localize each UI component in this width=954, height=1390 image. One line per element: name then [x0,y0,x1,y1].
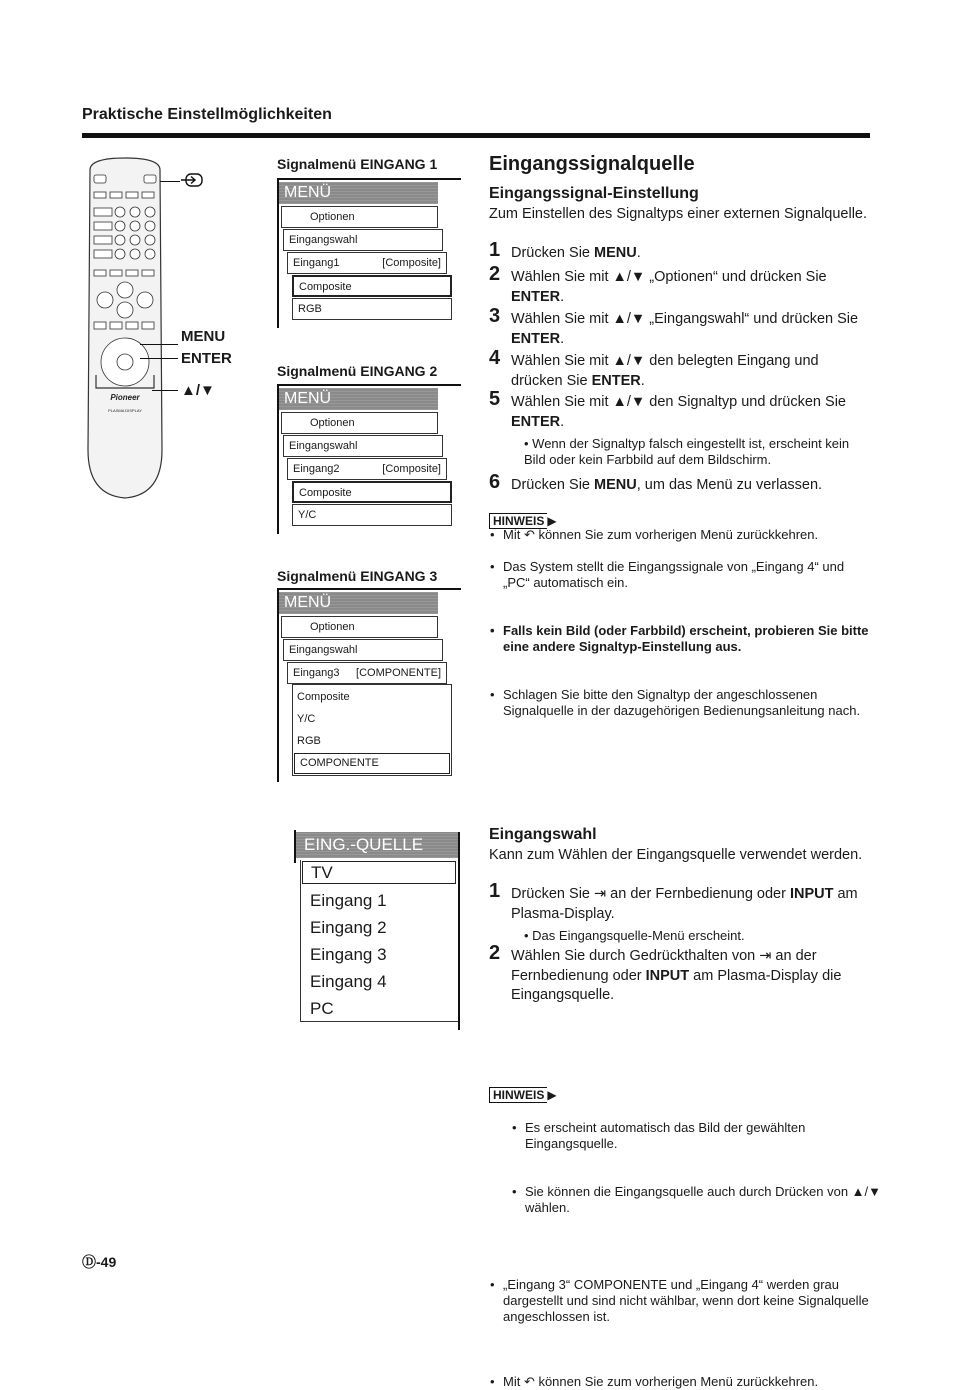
sub1-hinweis-1: • Mit ↶ können Sie zum vorherigen Menü zurückkehren. [489,527,871,543]
eing-quelle-item-eingang-3[interactable]: Eingang 3 [310,945,387,964]
signal-menu-3-input-name: Eingang3 [293,667,340,679]
step-bold: ENTER [591,372,641,389]
sub1-step-6 [489,471,871,496]
sub2-hinweis-1: • „Eingang 3“ COMPONENTE und „Eingang 4“ werden grau dargestellt und sind nicht wählbar, wenn dort keine Signalquelle angeschlossen ist. [489,1277,885,1325]
enter-leader [140,358,178,359]
remote-label-menu: MENU [181,328,226,345]
arrows-leader [152,390,178,391]
sub1-step-4 [489,347,871,391]
eing-quelle-item-pc[interactable]: PC [310,999,334,1018]
signal-menu-1-input[interactable] [287,252,447,274]
step-text: Drücken Sie [511,245,595,261]
signal-menu-2-header: MENÜ [279,388,438,410]
step-number: 2 [489,263,501,285]
signal-menu-2-option-1[interactable]: Composite [292,481,452,503]
remote-brand: Pioneer [110,393,140,402]
remote-control-illustration [80,150,170,502]
signal-menu-3-option-4[interactable]: COMPONENTE [294,753,450,774]
sub2-step-2-note-2: • Sie können die Eingangsquelle auch durch Drücken von ▲/▼ wählen. [511,1184,885,1216]
sub1-step-5-note: • Wenn der Signaltyp falsch eingestellt ist, erscheint kein Bild oder kein Farbbild auf dem Bildschirm. [524,436,850,467]
step-text: Wählen Sie mit ▲/▼ „Optionen“ und drücken Sie [511,269,827,285]
sub1-title: Eingangssignal-Einstellung [489,185,699,202]
remote-label-arrows: ▲/▼ [181,382,215,399]
step-number: 6 [489,471,501,493]
eing-quelle-item-eingang-4[interactable]: Eingang 4 [310,972,387,991]
signal-menu-1-eingangswahl[interactable]: Eingangswahl [283,229,443,251]
signal-menu-1-option-2[interactable]: RGB [292,298,452,320]
signal-menu-3-title: Signalmenü EINGANG 3 [277,568,438,584]
remote-control-icon [80,150,170,502]
signal-menu-1-option-1[interactable]: Composite [292,275,452,297]
step-number: 1 [489,880,501,902]
signal-menu-2-optionen[interactable]: Optionen [281,412,438,434]
signal-menu-1-input-name: Eingang1 [293,257,340,269]
signal-menu-2-eingangswahl[interactable]: Eingangswahl [283,435,443,457]
sub2-title: Eingangswahl [489,826,597,843]
signal-menu-3-vline [277,590,279,782]
step-bold: INPUT [645,967,690,984]
signal-menu-3-optionen[interactable]: Optionen [281,616,438,638]
hinweis-label-text: HINWEIS [489,513,547,529]
section-title: Praktische Einstellmöglichkeiten [82,106,332,123]
signal-menu-3-current: [COMPONENTE] [356,667,441,679]
sub1-hinweis-4: • Schlagen Sie bitte den Signaltyp der angeschlossenen Signalquelle in der dazugehörigen Bedienungsanleitung nach. [489,687,871,719]
signal-menu-1-current: [Composite] [382,257,441,269]
sub1-hinweis-3: • Falls kein Bild (oder Farbbild) erscheint, probieren Sie bitte eine andere Signaltyp-Einstellung aus. [489,623,871,655]
step-bold: ENTER [511,330,561,347]
signal-menu-1-rule [277,178,461,180]
step-bold: MENU [594,245,637,261]
sub2-step-2 [489,942,871,1006]
sub1-step-3 [489,305,871,349]
input-leader [160,181,180,182]
hinweis-arrow: ▶ [547,1088,557,1102]
sub1-step-1 [489,239,871,264]
sub1-step-5 [489,388,871,432]
eq-right-line [458,832,460,1030]
step-bold: MENU [594,477,637,493]
step-bold: INPUT [789,886,834,902]
signal-menu-3-input[interactable] [287,662,447,684]
signal-menu-2-option-2[interactable]: Y/C [292,504,452,526]
signal-menu-3-rule [277,588,461,590]
step-bold: ENTER [511,288,561,305]
signal-menu-3-header: MENÜ [279,592,438,614]
signal-menu-2-rule [277,384,461,386]
step-text: Wählen Sie mit ▲/▼ „Eingangswahl“ und drücken Sie [511,311,859,327]
sub1-hinweis-2: • Das System stellt die Eingangssignale von „Eingang 4“ und „PC“ automatisch ein. [489,559,871,591]
remote-label-enter: ENTER [181,350,232,367]
eing-quelle-header: EING.-QUELLE [296,832,460,858]
signal-menu-2-input-name: Eingang2 [293,463,340,475]
step-text-end: . [560,330,565,347]
sub2-step-2-note-1: • Es erscheint automatisch das Bild der gewählten Eingangsquelle. [511,1120,885,1152]
sub2-step-1-note: • Das Eingangsquelle-Menü erscheint. [524,928,745,943]
signal-menu-3-option-1[interactable]: Composite [297,691,350,703]
step-text-end: . [560,288,565,305]
sub2-hinweis-label [489,1086,557,1104]
step-text-end: . [640,372,645,389]
menu-leader [140,344,178,345]
main-title: Eingangssignalquelle [489,153,695,175]
step-number: 1 [489,239,501,261]
signal-menu-1-header: MENÜ [279,182,438,204]
step-number: 2 [489,942,501,964]
sub2-step-1 [489,880,871,924]
step-text: Wählen Sie mit ▲/▼ den belegten Eingang und drücken Sie [511,353,819,389]
signal-menu-2-input[interactable] [287,458,447,480]
step-text: Wählen Sie durch Gedrückthalten von ⇥ an der Fernbedienung oder [511,948,817,984]
step-number: 3 [489,305,501,327]
step-text-end: . [560,413,565,430]
input-icon [180,173,204,187]
step-text: Drücken Sie [511,477,595,493]
step-number: 4 [489,347,501,369]
step-text-end: , um das Menü zu verlassen. [636,477,823,493]
sub1-intro: Zum Einstellen des Signaltyps einer externen Signalquelle. [489,206,868,222]
step-text: Wählen Sie mit ▲/▼ den Signaltyp und drücken Sie [511,394,846,410]
signal-menu-3-eingangswahl[interactable]: Eingangswahl [283,639,443,661]
signal-menu-3-option-2[interactable]: Y/C [297,713,316,725]
page-number: Ⓓ-49 [82,1254,117,1270]
sub2-intro: Kann zum Wählen der Eingangsquelle verwendet werden. [489,847,863,863]
hinweis-arrow: ▶ [547,514,557,528]
remote-sub: PLASMA DISPLAY [108,408,142,413]
step-text: Drücken Sie ⇥ an der Fernbedienung oder [511,886,790,902]
header-rule [82,133,870,138]
eing-quelle-item-eingang-1[interactable]: Eingang 1 [310,891,387,910]
step-number: 5 [489,388,501,410]
eing-quelle-item-tv[interactable]: TV [302,861,456,884]
hinweis-label-text: HINWEIS [489,1087,547,1103]
sub1-step-2 [489,263,871,307]
signal-menu-1-title: Signalmenü EINGANG 1 [277,156,438,172]
step-bold: ENTER [511,413,561,430]
signal-menu-1-optionen[interactable]: Optionen [281,206,438,228]
step-text-end: am Plasma-Display die Eingangsquelle. [511,967,842,1003]
signal-menu-2-title: Signalmenü EINGANG 2 [277,363,438,379]
eing-quelle-item-eingang-2[interactable]: Eingang 2 [310,918,387,937]
step-text-end: am Plasma-Display. [511,886,858,922]
step-text-end: . [636,245,641,261]
sub2-hinweis-2: • Mit ↶ können Sie zum vorherigen Menü zurückkehren. [489,1374,885,1390]
signal-menu-2-current: [Composite] [382,463,441,475]
signal-menu-3-option-3[interactable]: RGB [297,735,321,747]
